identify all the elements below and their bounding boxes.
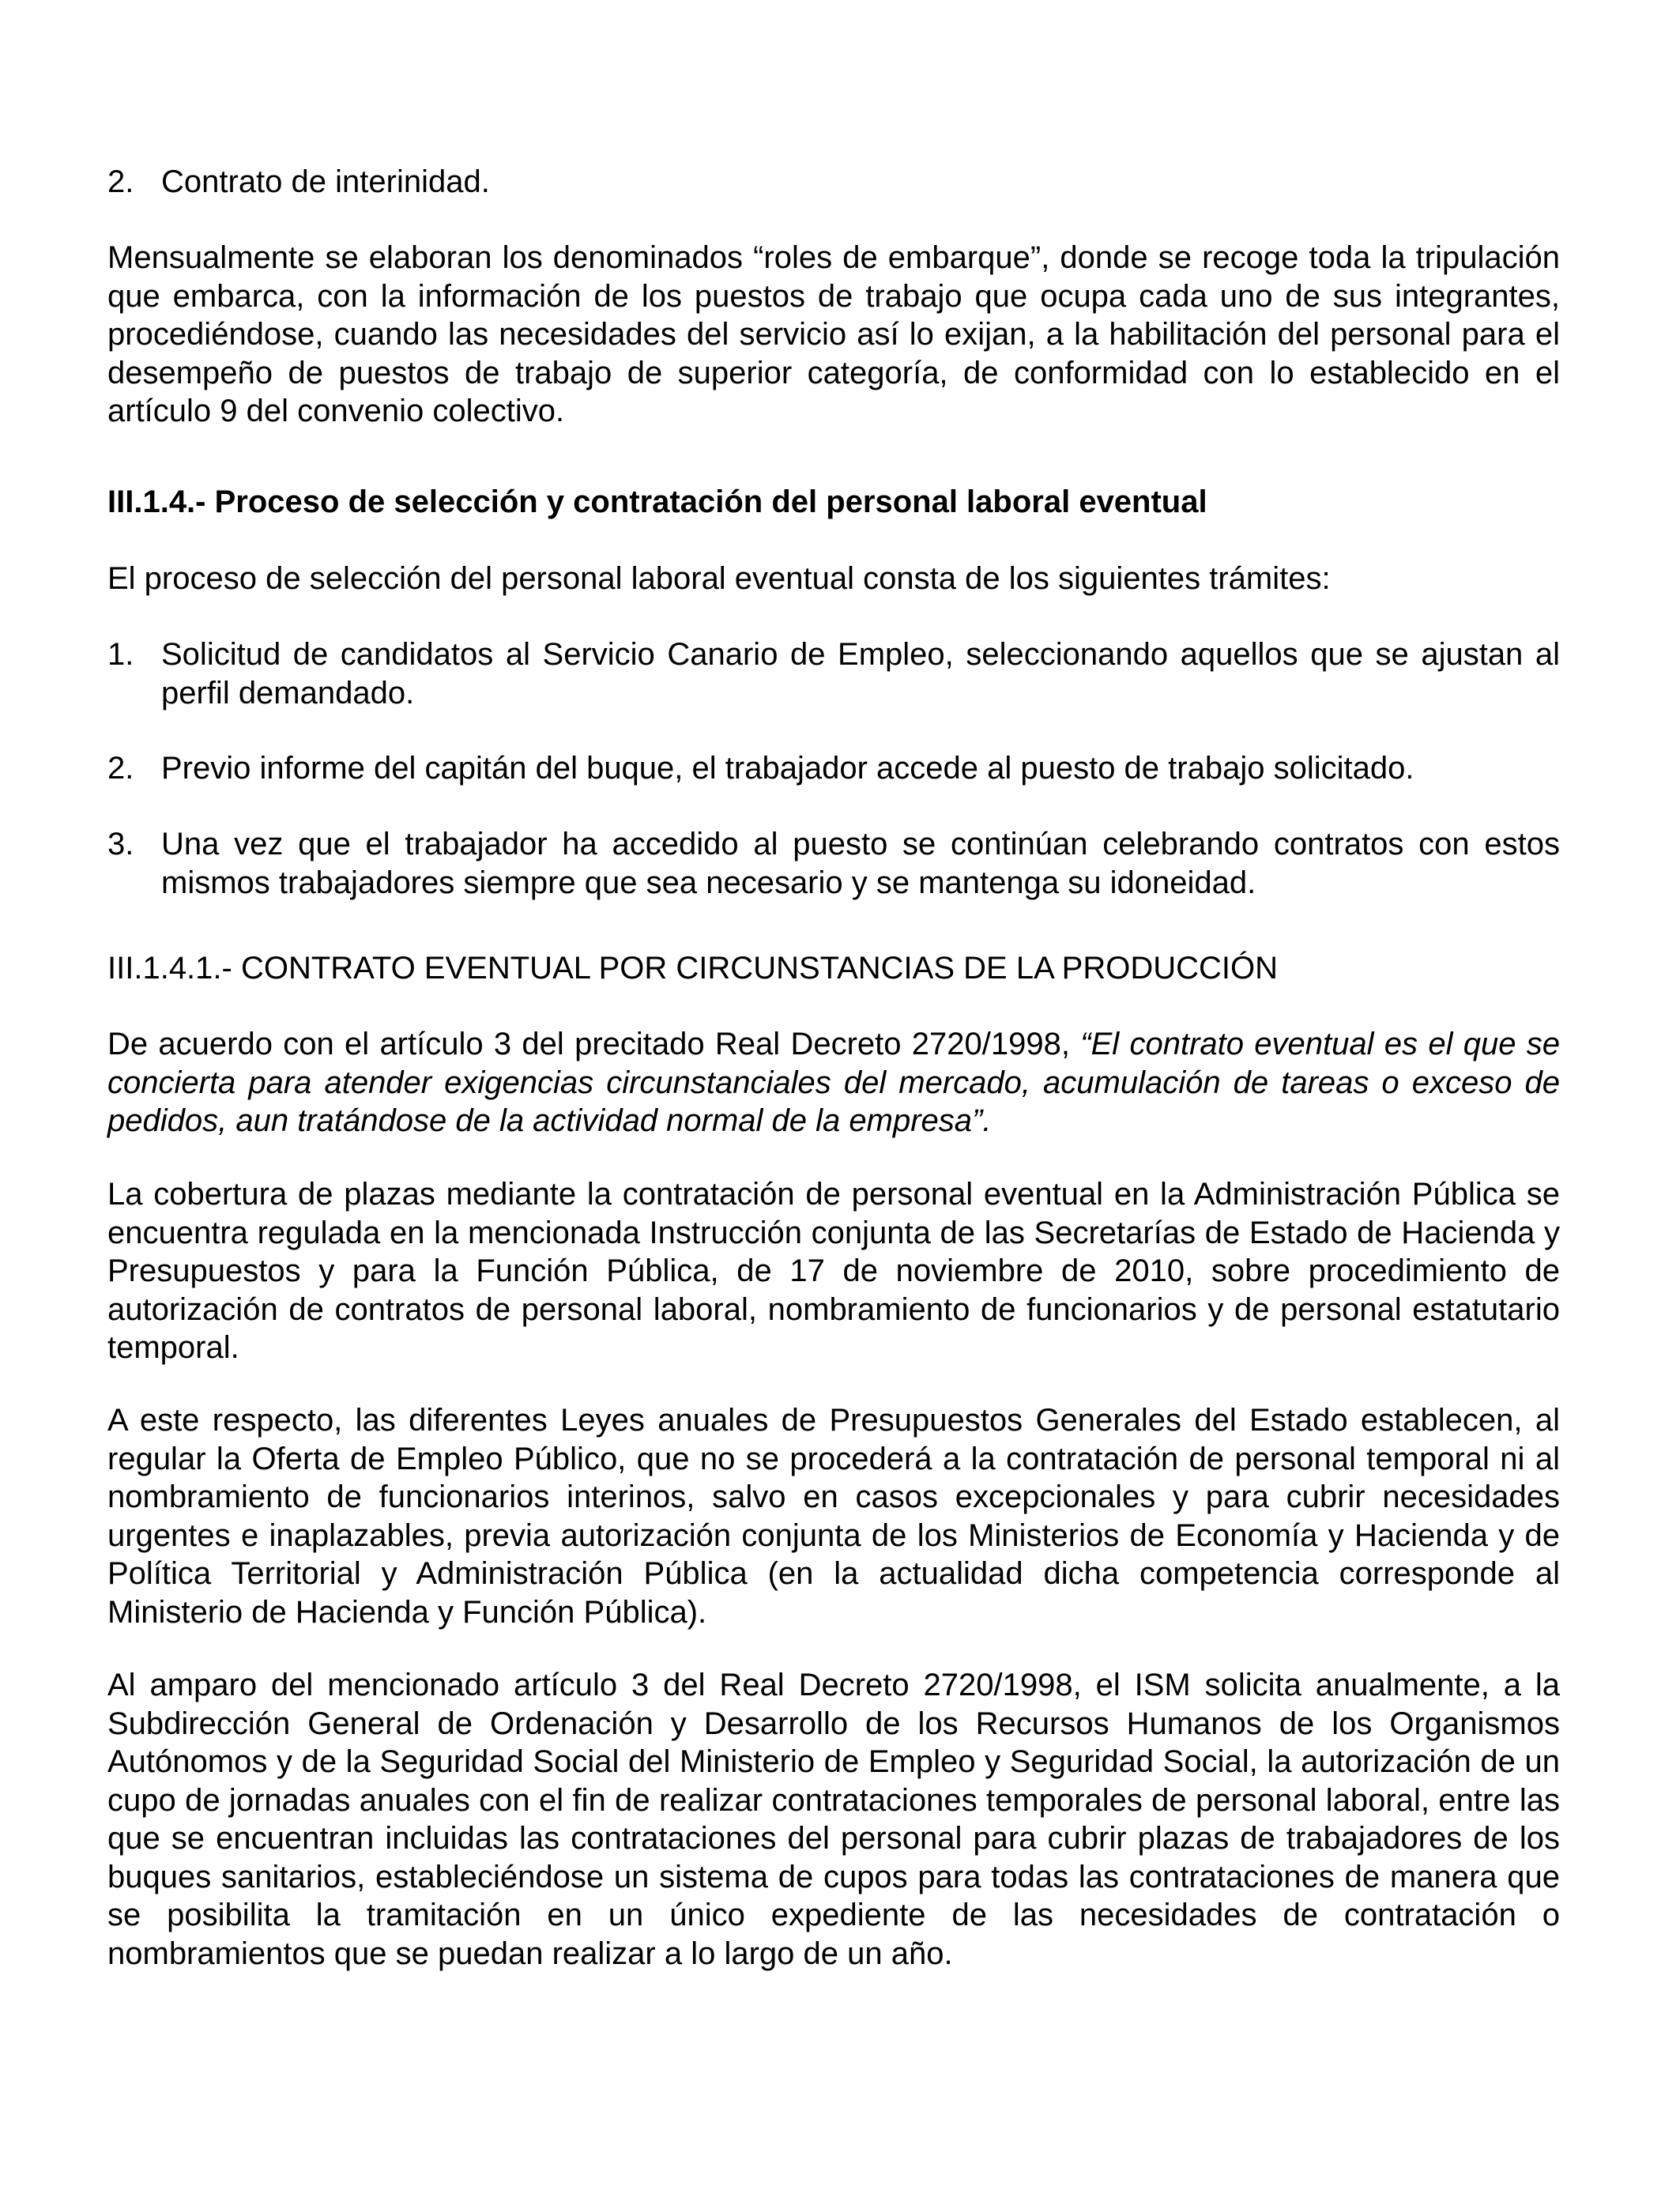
list-item-number: 1.: [107, 637, 134, 672]
list-item-step-2: [107, 749, 1560, 788]
section-heading-3-1-4-1: III.1.4.1.- CONTRATO EVENTUAL POR CIRCUNSTANCIAS DE LA PRODUCCIÓN: [107, 951, 1278, 986]
paragraph-roles-embarque: Mensualmente se elaboran los denominados “roles de embarque”, donde se recoge toda la tripulación que embarca, con la información de los puestos de trabajo que ocupa cada uno de sus integrantes, procediéndose, cuando las necesidades del servicio así lo exijan, a la habilitación del personal para el desempeño de puestos de trabajo de superior categoría, de conformidad con lo establecido en el artículo 9 del convenio colectivo.: [107, 240, 1560, 428]
paragraph-cobertura-plazas: La cobertura de plazas mediante la contratación de personal eventual en la Administración Pública se encuentra regulada en la mencionada Instrucción conjunta de las Secretarías de Estado de Hacienda y Presupuestos y para la Función Pública, de 17 de noviembre de 2010, sobre procedimiento de autorización de contratos de personal laboral, nombramiento de funcionarios y de personal estatutario temporal.: [107, 1177, 1560, 1365]
list-item-step-3: [107, 825, 1560, 902]
list-item-number: 3.: [107, 827, 134, 861]
list-item-text: Contrato de interinidad.: [161, 164, 490, 199]
paragraph-amparo-articulo: Al amparo del mencionado artículo 3 del Real Decreto 2720/1998, el ISM solicita anualmente, a la Subdirección General de Ordenación y Desarrollo de los Recursos Humanos de los Organismos Autónomos y de la Seguridad Social del Ministerio de Empleo y Seguridad Social, la autorización de un cupo de jornadas anuales con el fin de realizar contrataciones temporales de personal laboral, entre las que se encuentran incluidas las contrataciones del personal para cubrir plazas de trabajadores de los buques sanitarios, estableciéndose un sistema de cupos para todas las contrataciones de manera que se posibilita la tramitación en un único expediente de las necesidades de contratación o nombramientos que se puedan realizar a lo largo de un año.: [107, 1668, 1560, 1971]
list-item-number: 2.: [107, 751, 134, 786]
section-heading-3-1-4: III.1.4.- Proceso de selección y contratación del personal laboral eventual: [107, 484, 1207, 519]
list-item-number: 2.: [107, 164, 134, 199]
quoted-definition: “El contrato eventual es el que se concierta para atender exigencias circunstanciales del mercado, acumulación de tareas o exceso de pedidos, aun tratándose de la actividad normal de la empresa”.: [107, 1027, 1561, 1138]
list-item-text: Previo informe del capitán del buque, el trabajador accede al puesto de trabajo solicitado.: [161, 751, 1414, 786]
paragraph-proceso-seleccion: El proceso de selección del personal laboral eventual consta de los siguientes trámites:: [107, 561, 1331, 596]
list-item-text: Una vez que el trabajador ha accedido al puesto se continúan celebrando contratos con estos mismos trabajadores siempre que sea necesario y se mantenga su idoneidad.: [161, 827, 1560, 900]
list-item-step-1: [107, 635, 1560, 712]
list-item-text: Solicitud de candidatos al Servicio Canario de Empleo, seleccionando aquellos que se ajustan al perfil demandado.: [161, 637, 1560, 711]
paragraph-real-decreto: [107, 1025, 1560, 1140]
list-item-contrato-interinidad: [107, 163, 1560, 202]
paragraph-leyes-presupuestos: A este respecto, las diferentes Leyes anuales de Presupuestos Generales del Estado establecen, al regular la Oferta de Empleo Público, que no se procederá a la contratación de personal temporal ni al nombramiento de funcionarios interinos, salvo en casos excepcionales y para cubrir necesidades urgentes e inaplazables, previa autorización conjunta de los Ministerios de Economía y Hacienda y de Política Territorial y Administración Pública (en la actualidad dicha competencia corresponde al Ministerio de Hacienda y Función Pública).: [107, 1403, 1560, 1630]
paragraph-lead-text: De acuerdo con el artículo 3 del precitado Real Decreto 2720/1998,: [107, 1027, 1081, 1061]
